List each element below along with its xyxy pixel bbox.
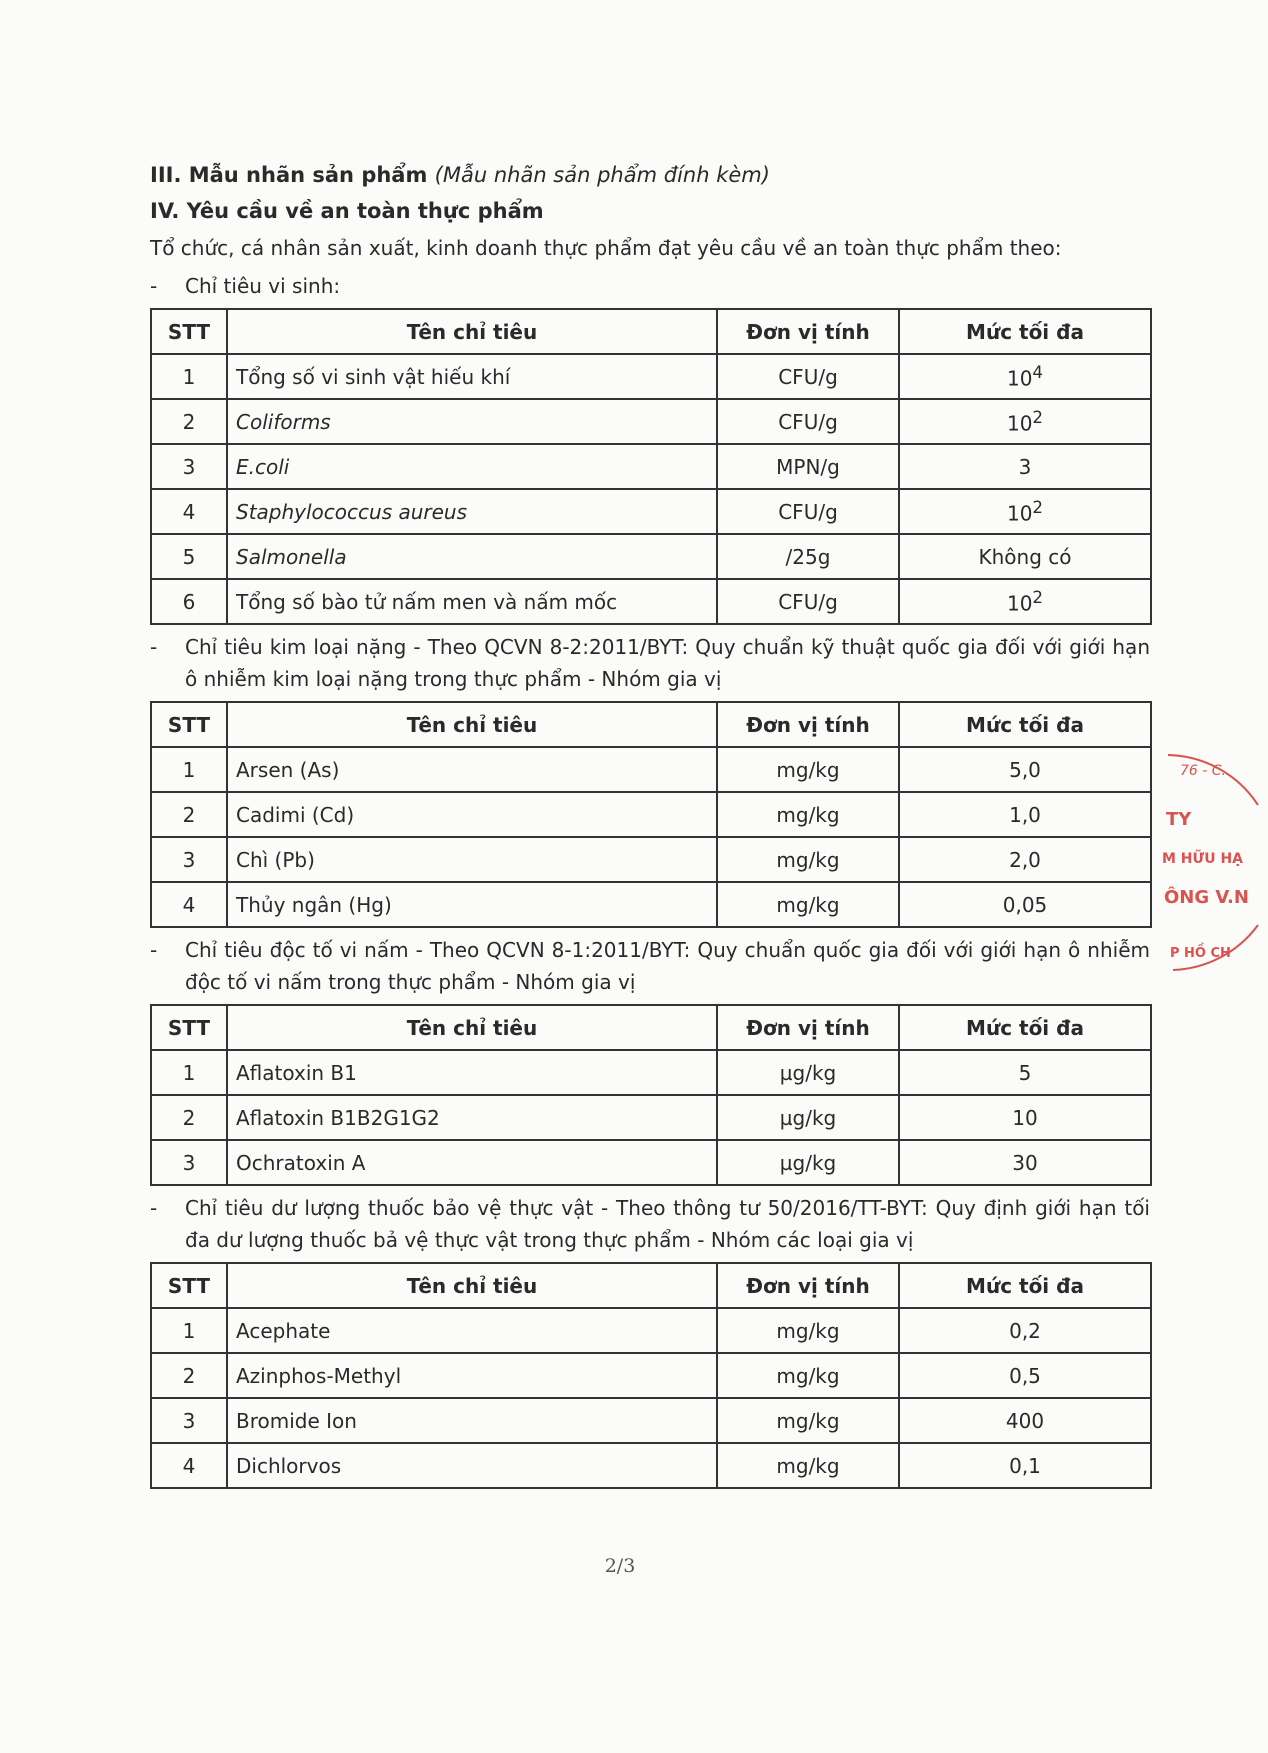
cell-stt: 2	[151, 792, 227, 837]
header-max: Mức tối đa	[899, 1005, 1151, 1050]
document-content	[150, 160, 1150, 1493]
cell-stt: 3	[151, 1140, 227, 1185]
cell-max	[899, 489, 1151, 534]
metals-label-text: Chỉ tiêu kim loại nặng - Theo QCVN 8-2:2011/BYT: Quy chuẩn kỹ thuật quốc gia đối với giới hạn ô nhiễm kim loại nặng trong thực phẩm - Nhóm gia vị	[185, 635, 1150, 691]
cell-max: 0,2	[899, 1308, 1151, 1353]
cell-unit: mg/kg	[717, 747, 899, 792]
header-stt: STT	[151, 309, 227, 354]
table-row	[151, 1353, 1151, 1398]
cell-max: 400	[899, 1398, 1151, 1443]
table-row	[151, 579, 1151, 624]
cell-name: Bromide Ion	[227, 1398, 717, 1443]
metals-label	[150, 631, 1150, 695]
pesticides-label	[150, 1192, 1150, 1256]
cell-max: 3	[899, 444, 1151, 489]
table-row	[151, 1050, 1151, 1095]
table-header-row	[151, 702, 1151, 747]
bullet-dash: -	[150, 1196, 158, 1220]
bullet-dash: -	[150, 635, 158, 659]
table-row	[151, 354, 1151, 399]
cell-max	[899, 354, 1151, 399]
cell-name: Salmonella	[227, 534, 717, 579]
max-base: 10	[1006, 501, 1033, 526]
cell-name: Staphylococcus aureus	[227, 489, 717, 534]
pesticides-label-text: Chỉ tiêu dư lượng thuốc bảo vệ thực vật - Theo thông tư 50/2016/TT-BYT: Quy định giới hạn tối đa dư lượng thuốc bả vệ thực vật trong thực phẩm - Nhóm các loại gia vị	[185, 1196, 1150, 1252]
micro-label	[150, 270, 1150, 302]
cell-unit: MPN/g	[717, 444, 899, 489]
cell-name: Aflatoxin B1	[227, 1050, 717, 1095]
table-row	[151, 837, 1151, 882]
header-name: Tên chỉ tiêu	[227, 1005, 717, 1050]
cell-stt: 1	[151, 1050, 227, 1095]
mycotoxins-label	[150, 934, 1150, 998]
metals-table	[150, 701, 1152, 928]
cell-unit: mg/kg	[717, 882, 899, 927]
max-exponent: 2	[1032, 587, 1044, 607]
mycotoxins-table	[150, 1004, 1152, 1186]
cell-name: Tổng số bào tử nấm men và nấm mốc	[227, 579, 717, 624]
cell-stt: 3	[151, 1398, 227, 1443]
cell-name: Thủy ngân (Hg)	[227, 882, 717, 927]
cell-stt: 4	[151, 489, 227, 534]
table-header-row	[151, 1005, 1151, 1050]
cell-max: 5,0	[899, 747, 1151, 792]
micro-table	[150, 308, 1152, 625]
header-name: Tên chỉ tiêu	[227, 309, 717, 354]
header-name: Tên chỉ tiêu	[227, 702, 717, 747]
bullet-dash: -	[150, 938, 158, 962]
cell-name: Tổng số vi sinh vật hiếu khí	[227, 354, 717, 399]
cell-max: 10	[899, 1095, 1151, 1140]
table-row	[151, 792, 1151, 837]
cell-name: Coliforms	[227, 399, 717, 444]
cell-max: 0,1	[899, 1443, 1151, 1488]
cell-max: 30	[899, 1140, 1151, 1185]
cell-unit: mg/kg	[717, 1443, 899, 1488]
section-3-title: III. Mẫu nhãn sản phẩm	[150, 163, 428, 187]
cell-max: 0,5	[899, 1353, 1151, 1398]
cell-unit: CFU/g	[717, 489, 899, 534]
cell-max: 0,05	[899, 882, 1151, 927]
cell-stt: 6	[151, 579, 227, 624]
cell-name: Ochratoxin A	[227, 1140, 717, 1185]
table-header-row	[151, 309, 1151, 354]
header-stt: STT	[151, 702, 227, 747]
cell-max	[899, 399, 1151, 444]
company-seal-stamp	[1158, 745, 1268, 995]
table-row	[151, 534, 1151, 579]
seal-text-1: 76 - C.	[1180, 763, 1226, 779]
cell-name: Arsen (As)	[227, 747, 717, 792]
cell-unit: /25g	[717, 534, 899, 579]
cell-unit: CFU/g	[717, 579, 899, 624]
max-base: 10	[1006, 411, 1033, 436]
table-row	[151, 882, 1151, 927]
cell-name: Cadimi (Cd)	[227, 792, 717, 837]
header-max: Mức tối đa	[899, 702, 1151, 747]
max-base: 10	[1006, 366, 1033, 391]
max-base: 10	[1006, 591, 1033, 616]
table-row	[151, 1095, 1151, 1140]
mycotoxins-label-text: Chỉ tiêu độc tố vi nấm - Theo QCVN 8-1:2011/BYT: Quy chuẩn quốc gia đối với giới hạn ô nhiễm độc tố vi nấm trong thực phẩm - Nhóm gia vị	[185, 938, 1150, 994]
header-unit: Đơn vị tính	[717, 1263, 899, 1308]
header-name: Tên chỉ tiêu	[227, 1263, 717, 1308]
cell-name: Aflatoxin B1B2G1G2	[227, 1095, 717, 1140]
page-number: 2/3	[604, 1555, 636, 1577]
cell-name: Azinphos-Methyl	[227, 1353, 717, 1398]
header-unit: Đơn vị tính	[717, 702, 899, 747]
table-row	[151, 1443, 1151, 1488]
micro-label-text: Chỉ tiêu vi sinh:	[185, 274, 341, 298]
section-3-note: (Mẫu nhãn sản phẩm đính kèm)	[434, 163, 770, 187]
seal-text-4: ÔNG V.N	[1164, 887, 1249, 908]
cell-stt: 1	[151, 747, 227, 792]
cell-stt: 1	[151, 354, 227, 399]
section-4-intro: Tổ chức, cá nhân sản xuất, kinh doanh thực phẩm đạt yêu cầu về an toàn thực phẩm theo:	[150, 236, 1062, 260]
cell-unit: CFU/g	[717, 399, 899, 444]
cell-unit: mg/kg	[717, 1353, 899, 1398]
seal-text-3: M HỮU HẠ	[1162, 851, 1244, 867]
cell-stt: 4	[151, 1443, 227, 1488]
cell-max: 5	[899, 1050, 1151, 1095]
cell-stt: 2	[151, 1095, 227, 1140]
cell-unit: µg/kg	[717, 1050, 899, 1095]
cell-max: Không có	[899, 534, 1151, 579]
table-header-row	[151, 1263, 1151, 1308]
cell-unit: mg/kg	[717, 1308, 899, 1353]
seal-text-5: P HỒ CH	[1170, 946, 1231, 961]
section-4-heading: IV. Yêu cầu về an toàn thực phẩm	[150, 199, 544, 223]
header-stt: STT	[151, 1263, 227, 1308]
header-unit: Đơn vị tính	[717, 309, 899, 354]
cell-name: E.coli	[227, 444, 717, 489]
max-exponent: 2	[1032, 407, 1044, 427]
cell-name: Chì (Pb)	[227, 837, 717, 882]
header-max: Mức tối đa	[899, 309, 1151, 354]
cell-stt: 2	[151, 399, 227, 444]
cell-name: Acephate	[227, 1308, 717, 1353]
header-stt: STT	[151, 1005, 227, 1050]
cell-name: Dichlorvos	[227, 1443, 717, 1488]
header-unit: Đơn vị tính	[717, 1005, 899, 1050]
table-row	[151, 399, 1151, 444]
cell-stt: 3	[151, 444, 227, 489]
cell-unit: CFU/g	[717, 354, 899, 399]
cell-max: 2,0	[899, 837, 1151, 882]
table-row	[151, 1140, 1151, 1185]
cell-stt: 5	[151, 534, 227, 579]
table-row	[151, 1308, 1151, 1353]
header-max: Mức tối đa	[899, 1263, 1151, 1308]
cell-unit: mg/kg	[717, 837, 899, 882]
max-exponent: 2	[1032, 497, 1044, 517]
table-row	[151, 489, 1151, 534]
table-row	[151, 1398, 1151, 1443]
cell-max: 1,0	[899, 792, 1151, 837]
cell-unit: mg/kg	[717, 792, 899, 837]
seal-text-2: TY	[1166, 809, 1192, 830]
cell-stt: 1	[151, 1308, 227, 1353]
pesticides-table	[150, 1262, 1152, 1489]
section-3-heading	[150, 160, 1150, 190]
cell-unit: mg/kg	[717, 1398, 899, 1443]
max-exponent: 4	[1032, 362, 1044, 382]
cell-stt: 3	[151, 837, 227, 882]
cell-unit: µg/kg	[717, 1140, 899, 1185]
cell-stt: 4	[151, 882, 227, 927]
bullet-dash: -	[150, 274, 158, 298]
table-row	[151, 747, 1151, 792]
cell-stt: 2	[151, 1353, 227, 1398]
cell-max	[899, 579, 1151, 624]
table-row	[151, 444, 1151, 489]
cell-unit: µg/kg	[717, 1095, 899, 1140]
